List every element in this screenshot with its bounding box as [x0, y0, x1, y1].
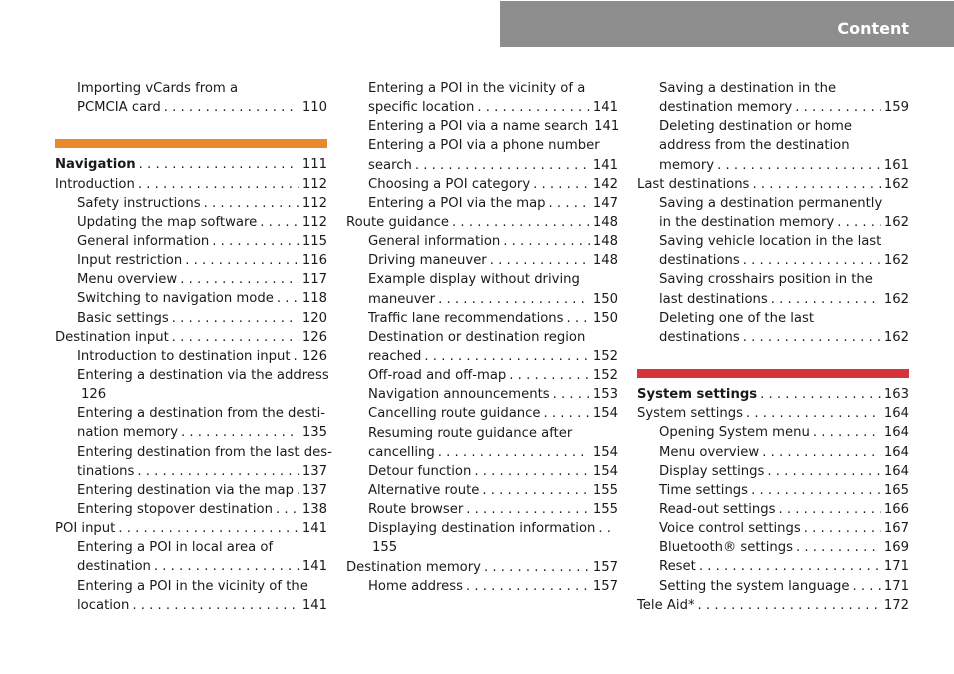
toc-entry-title: specific location	[368, 100, 475, 116]
toc-page-number: 162	[883, 329, 909, 345]
toc-entry-title: destination	[77, 559, 151, 575]
toc-subentry	[637, 270, 909, 289]
toc-entry[interactable]	[346, 213, 618, 232]
toc-subentry	[346, 136, 618, 155]
toc-subentry[interactable]	[346, 309, 618, 328]
toc-subentry	[637, 79, 909, 98]
toc-entry-title: System settings	[637, 387, 758, 403]
toc-entry-title: Entering destination via the map	[77, 482, 294, 498]
toc-entry-title: POI input	[55, 521, 116, 537]
toc-page-number: 110	[301, 100, 327, 116]
toc-page-number: 154	[592, 406, 618, 422]
toc-subentry[interactable]	[346, 194, 618, 213]
toc-subentry	[55, 366, 327, 385]
toc-page-number: 157	[592, 578, 618, 594]
toc-subentry[interactable]	[346, 462, 618, 481]
toc-page-number: 120	[301, 310, 327, 326]
toc-entry-title: System settings	[637, 406, 743, 422]
toc-page-number: 126	[301, 329, 327, 345]
toc-subentry[interactable]	[55, 98, 327, 117]
toc-subentry[interactable]	[346, 251, 618, 270]
dot-leader	[297, 481, 299, 500]
toc-entry-title: destinations	[659, 329, 740, 345]
toc-page-number: 141	[301, 521, 327, 537]
toc-subentry[interactable]	[346, 156, 618, 175]
toc-subentry[interactable]	[55, 232, 327, 251]
dot-leader	[567, 309, 590, 328]
toc-page-number: 162	[883, 176, 909, 192]
dot-leader	[415, 156, 590, 175]
toc-entry-title: 126	[81, 387, 107, 403]
toc-subentry[interactable]	[637, 251, 909, 270]
toc-entry-title: Introduction to destination input	[77, 348, 291, 364]
toc-page-number: 137	[301, 482, 327, 498]
dot-leader	[212, 232, 299, 251]
dot-leader	[466, 500, 590, 519]
toc-entry-title: Driving maneuver	[368, 253, 487, 269]
toc-subentry[interactable]	[637, 519, 909, 538]
toc-subentry[interactable]	[637, 213, 909, 232]
toc-page-number: 142	[592, 176, 618, 192]
toc-page-number: 150	[592, 291, 618, 307]
toc-entry[interactable]	[637, 596, 909, 615]
section-color-bar	[55, 139, 327, 148]
toc-subentry[interactable]	[637, 481, 909, 500]
page-title: Content	[837, 19, 909, 38]
toc-entry-title: Entering stopover destination	[77, 501, 273, 517]
dot-leader	[466, 577, 590, 596]
toc-subentry[interactable]	[346, 385, 618, 404]
toc-subentry	[637, 309, 909, 328]
dot-leader	[549, 194, 590, 213]
toc-subentry	[346, 424, 618, 443]
dot-leader	[598, 519, 615, 538]
toc-page-number: 150	[592, 310, 618, 326]
toc-entry[interactable]	[637, 385, 909, 404]
toc-page-number: 161	[883, 157, 909, 173]
toc-page-number: 118	[301, 291, 327, 307]
toc-entry-title: PCMCIA card	[77, 100, 161, 116]
toc-subentry[interactable]	[637, 290, 909, 309]
section-gap	[637, 347, 909, 366]
dot-leader	[490, 251, 590, 270]
dot-leader	[796, 538, 881, 557]
toc-page-number: 164	[883, 425, 909, 441]
toc-entry-title: Destination memory	[346, 559, 481, 575]
dot-leader	[553, 385, 590, 404]
toc-page-number: 116	[301, 253, 327, 269]
toc-subentry[interactable]	[346, 443, 618, 462]
toc-page-number: 137	[301, 463, 327, 479]
dot-leader	[837, 213, 881, 232]
dot-leader	[137, 462, 298, 481]
dot-leader	[752, 175, 880, 194]
section-gap	[55, 117, 327, 136]
toc-subentry[interactable]	[637, 557, 909, 576]
toc-entry-title: Saving a destination permanently	[659, 195, 883, 211]
toc-page-number: 141	[594, 119, 620, 135]
toc-subentry[interactable]	[637, 443, 909, 462]
dot-leader	[751, 481, 881, 500]
toc-subentry[interactable]	[55, 557, 327, 576]
dot-leader	[698, 596, 881, 615]
toc-column-3	[637, 79, 909, 615]
toc-subentry	[346, 519, 618, 538]
dot-leader	[438, 290, 590, 309]
toc-page-number: 165	[883, 482, 909, 498]
dot-leader	[132, 596, 299, 615]
toc-page-number: 141	[301, 597, 327, 613]
toc-entry-title: Entering a POI in the vicinity of the	[77, 578, 308, 594]
toc-subentry[interactable]	[346, 175, 618, 194]
toc-page-number: 115	[301, 233, 327, 249]
dot-leader	[509, 366, 590, 385]
toc-page-number: 112	[301, 176, 327, 192]
dot-leader	[482, 481, 589, 500]
toc-subentry	[55, 404, 327, 423]
toc-page-number: 166	[883, 501, 909, 517]
toc-entry-title: destination memory	[659, 100, 793, 116]
toc-page-number: 148	[592, 214, 618, 230]
toc-entry-title: 155	[372, 540, 398, 556]
toc-page-number: 172	[883, 597, 909, 613]
toc-entry-title: General information	[368, 234, 501, 250]
toc-entry-title: Home address	[368, 578, 463, 594]
toc-entry-title: Time settings	[659, 482, 749, 498]
toc-entry-title: Deleting destination or home	[659, 119, 852, 135]
toc-subentry[interactable]	[346, 98, 618, 117]
toc-entry[interactable]	[55, 519, 327, 538]
toc-subentry[interactable]	[637, 328, 909, 347]
toc-page-number: 157	[592, 559, 618, 575]
toc-entry-title: Updating the map software	[77, 214, 258, 230]
toc-subentry	[55, 577, 327, 596]
toc-page-number: 171	[883, 559, 909, 575]
toc-page-number: 152	[592, 348, 618, 364]
toc-page-number: 171	[883, 578, 909, 594]
toc-entry-title: Menu overview	[659, 444, 760, 460]
toc-entry-title: Bluetooth® settings	[659, 540, 793, 556]
toc-page-number: 162	[883, 214, 909, 230]
toc-subentry[interactable]	[55, 213, 327, 232]
toc-entry-title: Entering a POI via a name search	[368, 119, 589, 135]
toc-entry-title: Display settings	[659, 463, 765, 479]
toc-page-number: 155	[592, 482, 618, 498]
toc-entry-title: Navigation	[55, 157, 136, 173]
toc-subentry[interactable]	[55, 596, 327, 615]
toc-subentry[interactable]	[637, 156, 909, 175]
toc-entry-title: Displaying destination information	[368, 521, 596, 537]
toc-subentry[interactable]	[55, 481, 327, 500]
section-color-bar	[637, 369, 909, 378]
dot-leader	[853, 577, 881, 596]
toc-entry-title: Entering a POI in the vicinity of a	[368, 81, 586, 96]
toc-entry-title: Route guidance	[346, 214, 450, 230]
dot-leader	[181, 423, 299, 442]
dot-leader	[180, 270, 299, 289]
toc-entry-title: Saving a destination in the	[659, 81, 837, 96]
toc-subentry[interactable]	[637, 423, 909, 442]
dot-leader	[424, 347, 589, 366]
toc-entry-title: nation memory	[77, 425, 178, 441]
dot-leader	[172, 328, 299, 347]
toc-entry-title: Off-road and off-map	[368, 368, 507, 384]
toc-entry-title: reached	[368, 348, 422, 364]
toc-subentry	[55, 385, 327, 404]
toc-subentry[interactable]	[346, 481, 618, 500]
toc-entry-title: Example display without driving	[368, 272, 580, 288]
toc-entry-title: Entering a destination via the address	[77, 367, 329, 383]
dot-leader	[503, 232, 590, 251]
toc-entry[interactable]	[637, 404, 909, 423]
dot-leader	[452, 213, 590, 232]
toc-subentry[interactable]	[55, 251, 327, 270]
toc-page-number: 164	[883, 444, 909, 460]
toc-page-number: 148	[592, 234, 618, 250]
dot-leader	[118, 519, 298, 538]
dot-leader	[767, 462, 880, 481]
toc-subentry[interactable]	[637, 500, 909, 519]
dot-leader	[138, 175, 299, 194]
dot-leader	[172, 309, 299, 328]
dot-leader	[743, 328, 881, 347]
toc-entry-title: in the destination memory	[659, 214, 835, 230]
dot-leader	[164, 98, 299, 117]
toc-page-number: 112	[301, 214, 327, 230]
toc-page-number: 152	[592, 368, 618, 384]
dot-leader	[260, 213, 299, 232]
toc-entry-title: Switching to navigation mode	[77, 291, 274, 307]
toc-page-number: 154	[592, 444, 618, 460]
toc-page-number: 154	[592, 463, 618, 479]
toc-entry-title: Route browser	[368, 502, 464, 518]
toc-page-number: 147	[592, 195, 618, 211]
toc-entry-title: tinations	[77, 463, 135, 479]
toc-subentry[interactable]	[346, 232, 618, 251]
toc-page-number: 148	[592, 253, 618, 269]
toc-entry-title: Safety instructions	[77, 195, 201, 211]
toc-entry-title: Entering destination from the last des-	[77, 444, 332, 460]
toc-entry-title: address from the destination	[659, 138, 850, 154]
toc-entry-title: Detour function	[368, 463, 472, 479]
toc-page-number: 112	[301, 195, 327, 211]
toc-subentry[interactable]	[637, 577, 909, 596]
toc-page-number: 163	[883, 387, 909, 403]
dot-leader	[760, 385, 881, 404]
toc-page-number: 141	[592, 100, 618, 116]
dot-leader	[795, 98, 881, 117]
toc-entry-title: memory	[659, 157, 715, 173]
toc-subentry[interactable]	[55, 347, 327, 366]
toc-entry-title: Saving vehicle location in the last	[659, 234, 882, 250]
toc-page-number: 162	[883, 253, 909, 269]
toc-entry-title: last destinations	[659, 291, 768, 307]
toc-entry-title: Introduction	[55, 176, 135, 192]
toc-entry[interactable]	[55, 155, 327, 174]
toc-page-number: 169	[883, 540, 909, 556]
toc-page-number: 141	[301, 559, 327, 575]
toc-entry-title: Choosing a POI category	[368, 176, 531, 192]
toc-entry-title: Entering a POI in local area of	[77, 540, 274, 556]
toc-entry-title: Last destinations	[637, 176, 750, 192]
toc-entry[interactable]	[55, 328, 327, 347]
dot-leader	[204, 194, 299, 213]
toc-subentry[interactable]	[55, 500, 327, 519]
dot-leader	[277, 289, 299, 308]
toc-subentry[interactable]	[55, 270, 327, 289]
toc-page-number: 126	[301, 348, 327, 364]
toc-entry-title: Setting the system language	[659, 578, 850, 594]
toc-page-number: 138	[301, 501, 327, 517]
toc-subentry[interactable]	[346, 117, 618, 136]
toc-subentry[interactable]	[346, 366, 618, 385]
toc-entry-title: cancelling	[368, 444, 435, 460]
toc-entry-title: Resuming route guidance after	[368, 425, 573, 441]
toc-subentry	[346, 328, 618, 347]
dot-leader	[276, 500, 299, 519]
toc-subentry	[55, 79, 327, 98]
toc-subentry[interactable]	[637, 538, 909, 557]
dot-leader	[762, 443, 881, 462]
toc-page-number: 155	[592, 502, 618, 518]
toc-entry-title: Alternative route	[368, 482, 480, 498]
toc-subentry[interactable]	[637, 462, 909, 481]
toc-entry-title: Basic settings	[77, 310, 169, 326]
toc-page-number: 135	[301, 425, 327, 441]
toc-subentry[interactable]	[55, 309, 327, 328]
toc-page-number: 162	[883, 291, 909, 307]
toc-subentry[interactable]	[346, 404, 618, 423]
toc-entry-title: Saving crosshairs position in the	[659, 272, 873, 288]
toc-subentry[interactable]	[55, 289, 327, 308]
toc-subentry	[346, 538, 618, 557]
toc-entry-title: Reset	[659, 559, 696, 575]
toc-subentry	[55, 538, 327, 557]
toc-entry-title: General information	[77, 233, 210, 249]
toc-page-number: 117	[301, 272, 327, 288]
dot-leader	[185, 251, 299, 270]
dot-leader	[771, 290, 881, 309]
toc-entry-title: Menu overview	[77, 272, 178, 288]
toc-entry-title: Entering a destination from the desti-	[77, 406, 325, 422]
toc-entry-title: maneuver	[368, 291, 436, 307]
toc-entry-title: Entering a POI via a phone number	[368, 138, 600, 154]
toc-entry-title: Cancelling route guidance	[368, 406, 541, 422]
dot-leader	[484, 558, 590, 577]
toc-subentry	[637, 117, 909, 136]
dot-leader	[804, 519, 881, 538]
toc-column-2	[346, 79, 618, 596]
toc-page-number: 159	[883, 100, 909, 116]
toc-subentry	[637, 232, 909, 251]
toc-subentry[interactable]	[55, 194, 327, 213]
toc-subentry	[346, 79, 618, 98]
toc-entry-title: search	[368, 157, 412, 173]
dot-leader	[139, 155, 299, 174]
dot-leader	[813, 423, 881, 442]
dot-leader	[779, 500, 881, 519]
toc-subentry	[346, 270, 618, 289]
toc-entry[interactable]	[55, 175, 327, 194]
toc-entry[interactable]	[346, 558, 618, 577]
toc-entry-title: Navigation announcements	[368, 387, 550, 403]
toc-subentry[interactable]	[55, 423, 327, 442]
toc-page-number: 141	[592, 157, 618, 173]
toc-entry-title: Importing vCards from a	[77, 81, 239, 96]
dot-leader	[699, 557, 881, 576]
toc-subentry[interactable]	[346, 577, 618, 596]
toc-subentry	[637, 194, 909, 213]
toc-page-number: 164	[883, 406, 909, 422]
toc-entry-title: location	[77, 597, 130, 613]
toc-entry[interactable]	[637, 175, 909, 194]
toc-page-number: 153	[592, 387, 618, 403]
dot-leader	[544, 404, 590, 423]
toc-entry-title: Destination or destination region	[368, 329, 586, 345]
dot-leader	[717, 156, 881, 175]
toc-subentry[interactable]	[346, 500, 618, 519]
dot-leader	[746, 404, 881, 423]
dot-leader	[294, 347, 299, 366]
toc-entry-title: Opening System menu	[659, 425, 810, 441]
dot-leader	[743, 251, 881, 270]
toc-entry-title: Input restriction	[77, 253, 183, 269]
toc-entry-title: Voice control settings	[659, 521, 801, 537]
dot-leader	[533, 175, 590, 194]
toc-entry-title: Entering a POI via the map	[368, 195, 546, 211]
toc-page-number: 167	[883, 521, 909, 537]
toc-entry-title: destinations	[659, 253, 740, 269]
dot-leader	[477, 98, 589, 117]
toc-entry-title: Deleting one of the last	[659, 310, 815, 326]
toc-subentry[interactable]	[637, 98, 909, 117]
toc-subentry[interactable]	[346, 290, 618, 309]
toc-entry-title: Traffic lane recommendations	[368, 310, 564, 326]
dot-leader	[154, 557, 299, 576]
toc-page-number: 111	[301, 157, 327, 173]
toc-page-number: 164	[883, 463, 909, 479]
toc-subentry[interactable]	[55, 462, 327, 481]
toc-column-1	[55, 79, 332, 615]
toc-entry-title: Destination input	[55, 329, 169, 345]
toc-entry-title: Read-out settings	[659, 501, 776, 517]
dot-leader	[474, 462, 589, 481]
toc-entry-title: Tele Aid*	[637, 597, 695, 613]
toc-subentry[interactable]	[346, 347, 618, 366]
toc-subentry	[637, 136, 909, 155]
toc-subentry	[55, 443, 332, 462]
dot-leader	[438, 443, 590, 462]
